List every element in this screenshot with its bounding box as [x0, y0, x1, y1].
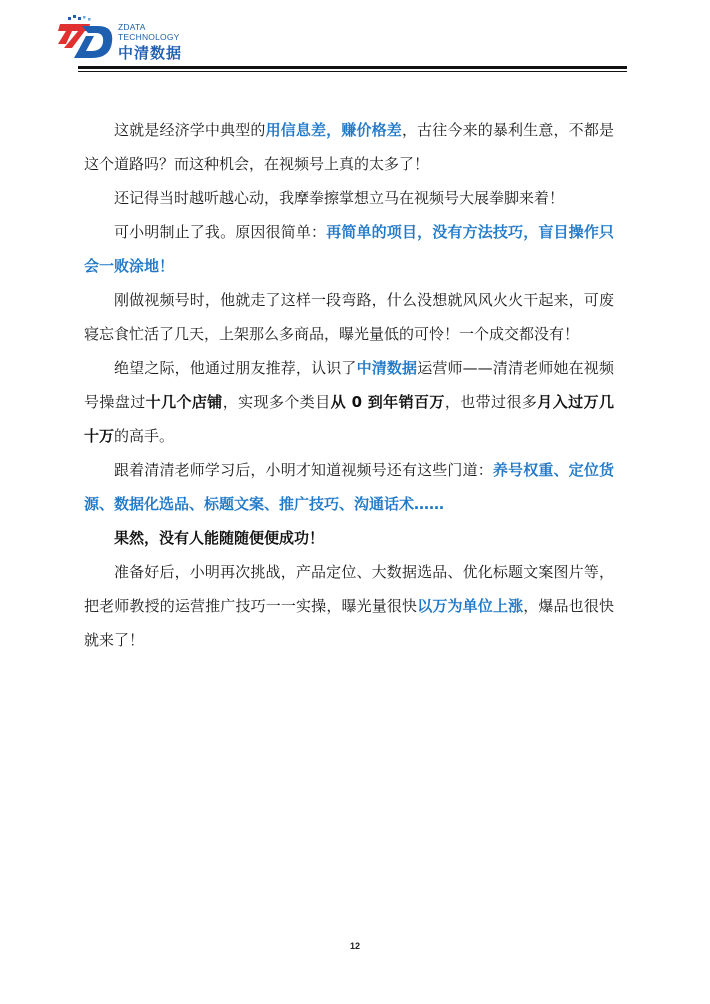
article-body: [84, 113, 614, 657]
paragraph: [84, 453, 614, 521]
bold-text: 月入过万几十万: [84, 393, 614, 445]
paragraph: [84, 283, 614, 351]
paragraph: [84, 521, 614, 555]
highlight-text: 中清数据: [356, 359, 418, 377]
body-text: 绝望之际，他通过朋友推荐，认识了: [114, 359, 357, 377]
body-text: 准备好后，小明再次挑战，产品定位、大数据选品、优化标题文案图片等，把老师教授的运营推广技巧一一实操，曝光量很快: [84, 563, 614, 615]
highlight-text: 以万为单位上涨: [417, 597, 524, 615]
body-text: 还记得当时越听越心动，我摩拳擦掌想立马在视频号大展拳脚来着！: [114, 189, 565, 207]
body-text: ，实现多个类目: [222, 393, 331, 411]
bold-text: 从 0 到年销百万: [330, 393, 445, 411]
brand-en-line-1: ZDATA: [118, 22, 146, 32]
zdata-logo: [58, 14, 118, 62]
brand-name-en: [118, 22, 180, 42]
body-text: 可小明制止了我。原因很简单：: [114, 223, 327, 241]
body-text: 这就是经济学中典型的: [114, 121, 266, 139]
highlight-text: 养号权重、定位货源、数据化选品、标题文案、推广技巧、沟通话术……: [84, 461, 614, 513]
body-text: 跟着清清老师学习后，小明才知道视频号还有这些门道：: [114, 461, 493, 479]
paragraph: [84, 555, 614, 657]
body-text: ，古往今来的暴利生意，不都是这个道路吗？而这种机会，在视频号上真的太多了！: [84, 121, 614, 173]
highlight-text: 再简单的项目，没有方法技巧，盲目操作只会一败涂地！: [84, 223, 614, 275]
brand-name-cn: 中清数据: [118, 44, 183, 62]
paragraph: [84, 181, 614, 215]
highlight-text: 用信息差，赚价格差: [265, 121, 402, 139]
page-header: [0, 0, 710, 80]
body-text: ，爆品也很快就来了！: [84, 597, 614, 649]
page-number: 12: [349, 941, 360, 951]
bold-text: 十几个店铺: [145, 393, 223, 411]
body-text: 运营师——清清老师她在视频号操盘过: [84, 359, 614, 411]
brand-en-line-2: TECHNOLOGY: [118, 32, 180, 42]
body-text: 刚做视频号时，他就走了这样一段弯路，什么没想就风风火火干起来，可废寝忘食忙活了几天，上架那么多商品，曝光量低的可怜！一个成交都没有！: [84, 291, 614, 343]
bold-text: 果然，没有人能随随便便成功！: [114, 529, 325, 547]
paragraph: [84, 351, 614, 453]
body-text: ，也带过很多: [444, 393, 538, 411]
paragraph: [84, 215, 614, 283]
paragraph: [84, 113, 614, 181]
header-rule-thin: [78, 71, 627, 72]
body-text: 的高手。: [114, 427, 175, 445]
header-rule-thick: [78, 66, 627, 69]
